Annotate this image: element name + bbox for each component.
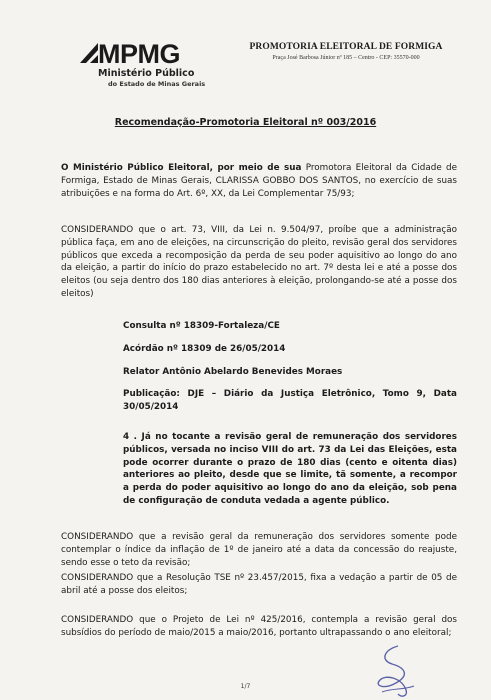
citation-excerpt: 4 . Já no tocante a revisão geral de remuneração dos servidores públicos, versada no inciso VIII do art. 73 da Lei das Eleições, esta pode ocorrer durante o prazo de 180 dias (cento e oitenta dias) anteriores ao pleito, desde que se limite, tã somente, a recompor a perda do poder aquisitivo ao longo do ano da eleição, sob pena de configuração de conduta vedada a agente público.: [123, 432, 457, 506]
office-address: Praça José Barbosa Júnior nº 185 – Centro - CEP: 35570-000: [272, 55, 420, 61]
logo-text: MPMG: [98, 39, 180, 69]
document-title: Recomendação-Promotoria Eleitoral nº 003/2016: [114, 117, 377, 128]
logo-subtitle: Ministério Público: [98, 68, 195, 79]
intro-bold: O Ministério Público Eleitoral, por meio de sua: [61, 163, 302, 173]
office-header: [226, 42, 466, 61]
citation-relator: Relator Antônio Abelardo Benevides Moraes: [123, 367, 343, 377]
citation-publicacao: Publicação: DJE – Diário da Justiça Eletrônico, Tomo 9, Data 30/05/2014: [123, 389, 457, 412]
considerando-3: CONSIDERANDO que a Resolução TSE nº 23.457/2015, fixa a vedação a partir de 05 de abril até a posse dos eleitos;: [61, 573, 457, 596]
citation-acordao: Acórdão nº 18309 de 26/05/2014: [123, 344, 286, 354]
logo-subtitle-2: do Estado de Minas Gerais: [108, 80, 206, 88]
handwritten-initials-icon: [362, 640, 422, 700]
office-title: PROMOTORIA ELEITORAL DE FORMIGA: [249, 42, 443, 52]
page-number: 1/7: [240, 683, 251, 690]
intro-paragraph: [61, 162, 457, 200]
intro-text: Promotora Eleitoral da Cidade de Formiga, Estado de Minas Gerais, CLARISSA GOBBO DOS SANTOS, no exercício de suas atribuições e na forma do Art. 6º, XX, da Lei Complementar 75/93;: [61, 163, 457, 199]
logo-triangle-icon: [78, 42, 100, 64]
mpmg-logo: [78, 40, 208, 100]
considerando-4: CONSIDERANDO que o Projeto de Lei nº 425/2016, contempla a revisão geral dos subsídios do período de maio/2015 a maio/2016, portanto ultrapassando o ano eleitoral;: [61, 615, 457, 638]
considerando-1: CONSIDERANDO que o art. 73, VIII, da Lei n. 9.504/97, proíbe que a administração pública faça, em ano de eleições, na circunscrição do pleito, revisão geral dos servidores públicos que exceda a recomposição da perda de seu poder aquisitivo ao longo do ano da eleição, a partir do início do prazo estabelecido no art. 7º desta lei e até a posse dos eleitos (ou seja dentro dos 180 dias anteriores à eleição, prolongando-se até a posse dos eleitos): [61, 225, 457, 299]
considerando-2: CONSIDERANDO que a revisão geral da remuneração dos servidores somente pode contemplar o índice da inflação de 1º de janeiro até a data da concessão do reajuste, sendo esse o teto da revisão;: [61, 532, 457, 568]
citation-consulta: Consulta nº 18309-Fortaleza/CE: [123, 321, 280, 331]
